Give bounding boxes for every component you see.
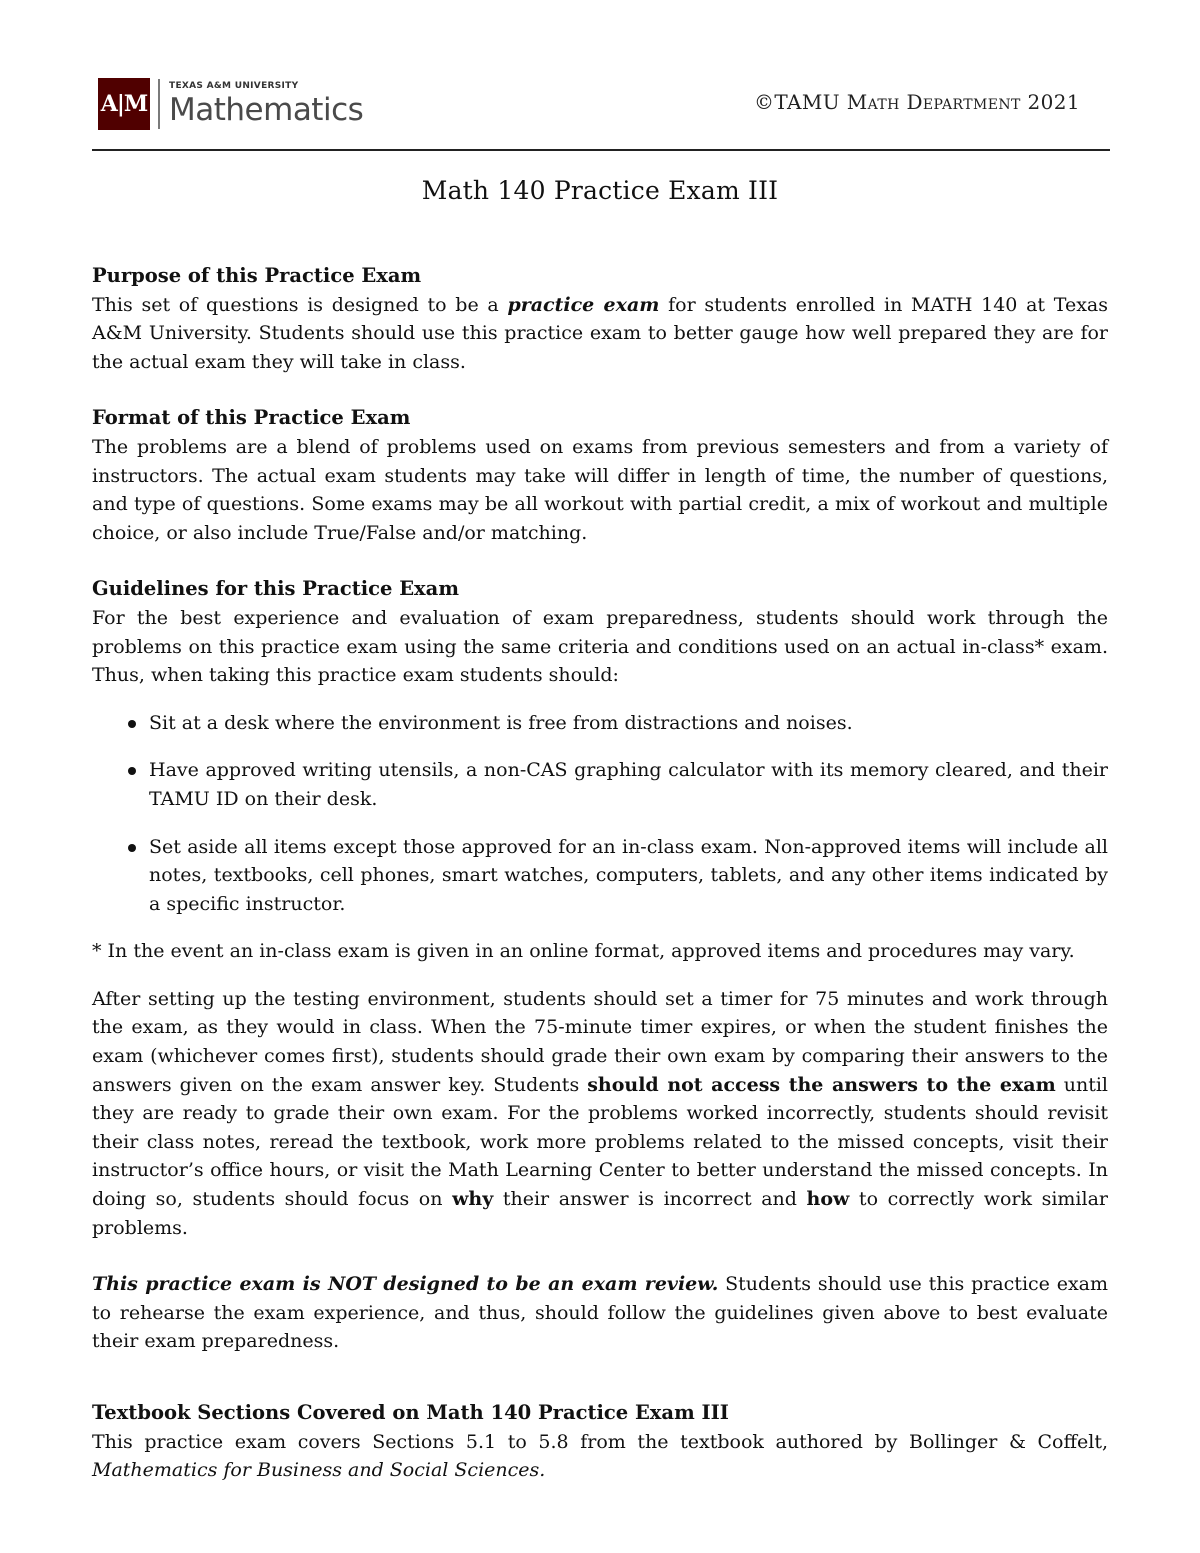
procedure-text-2: until they are ready to grade their own exam. For the problems worked incorrectly, students should revisit their class notes, reread the textbook, work more problems related to the missed concepts, visit their instructor’s office hours, or visit the Math Learning Center to better understand the missed concepts. In doing so, students should focus on xyxy=(92,1073,1109,1211)
page-header xyxy=(92,72,1108,144)
textbook-title: Mathematics for Business and Social Sciences. xyxy=(92,1459,546,1482)
guidelines-heading: Guidelines for this Practice Exam xyxy=(92,577,459,601)
guidelines-footnote: * In the event an in-class exam is given in an online format, approved items and procedures may vary. xyxy=(92,940,1075,963)
copyright-notice: ©TAMU Math Department 2021 xyxy=(753,90,1080,114)
procedure-paragraph xyxy=(92,985,1108,1242)
guidelines-list xyxy=(92,709,1108,919)
tamu-mathematics-logo xyxy=(98,78,363,130)
list-item: Have approved writing utensils, a non-CAS graphing calculator with its memory cleared, and their TAMU ID on their desk. xyxy=(92,756,1108,813)
procedure-bold-how: how xyxy=(806,1188,850,1211)
logo-text xyxy=(169,81,363,128)
not-review-paragraph xyxy=(92,1270,1108,1356)
page-title: Math 140 Practice Exam III xyxy=(421,176,779,205)
textbook-paragraph xyxy=(92,1428,1108,1485)
list-item: Sit at a desk where the environment is free from distractions and noises. xyxy=(92,709,1108,738)
procedure-text-1: After setting up the testing environment, students should set a timer for 75 minutes and work through the exam, as they would in class. When the 75-minute timer expires, or when the student finishes the exam (whichever comes first), students should grade their own exam by comparing their answers to the answers given on the exam answer key. Students xyxy=(92,987,1108,1096)
document-body xyxy=(92,262,1108,1485)
not-review-text: Students should use this practice exam to rehearse the exam experience, and thus, should follow the guidelines given above to best evaluate their exam preparedness. xyxy=(92,1273,1109,1353)
format-paragraph: The problems are a blend of problems used on exams from previous semesters and from a variety of instructors. The actual exam students may take will differ in length of time, the number of questions, and type of questions. Some exams may be all workout with partial credit, a mix of workout and multiple choice, or also include True/False and/or matching. xyxy=(92,435,1108,544)
purpose-text-start: This set of questions is designed to be a xyxy=(92,293,508,316)
textbook-heading: Textbook Sections Covered on Math 140 Practice Exam III xyxy=(92,1401,729,1424)
purpose-heading: Purpose of this Practice Exam xyxy=(92,264,422,287)
logo-divider xyxy=(158,79,160,129)
guidelines-intro: For the best experience and evaluation of exam preparedness, students should work through the problems on this practice exam using the same criteria and conditions used on an actual in-class* exam. Thus, when taking this practice exam students should: xyxy=(92,606,1108,687)
purpose-paragraph xyxy=(92,291,1108,377)
purpose-emphasis: practice exam xyxy=(507,293,660,316)
procedure-bold-warning: should not access the answers to the exam xyxy=(587,1073,1056,1096)
procedure-text-3: their answer is incorrect and xyxy=(493,1188,807,1211)
textbook-text: This practice exam covers Sections 5.1 to 5.8 from the textbook authored by Bollinger & Coffelt, xyxy=(92,1430,1108,1453)
format-heading: Format of this Practice Exam xyxy=(92,406,411,430)
procedure-text-4: to correctly work similar problems. xyxy=(92,1188,1108,1239)
list-item: Set aside all items except those approved for an in-class exam. Non-approved items will include all notes, textbooks, cell phones, smart watches, computers, tablets, and any other items indicated by a specific instructor. xyxy=(92,833,1108,919)
not-review-emphasis: This practice exam is NOT designed to be an exam review. xyxy=(92,1273,719,1296)
logo-university-name: TEXAS A&M UNIVERSITY xyxy=(169,80,299,91)
logo-department-name: Mathematics xyxy=(169,91,364,128)
header-rule xyxy=(92,149,1110,151)
purpose-text-end: for students enrolled in MATH 140 at Texas A&M University. Students should use this practice exam to better gauge how well prepared they are for the actual exam they will take in class. xyxy=(92,293,1108,373)
atm-logo-mark: A|M xyxy=(98,78,150,130)
procedure-bold-why: why xyxy=(452,1188,494,1211)
